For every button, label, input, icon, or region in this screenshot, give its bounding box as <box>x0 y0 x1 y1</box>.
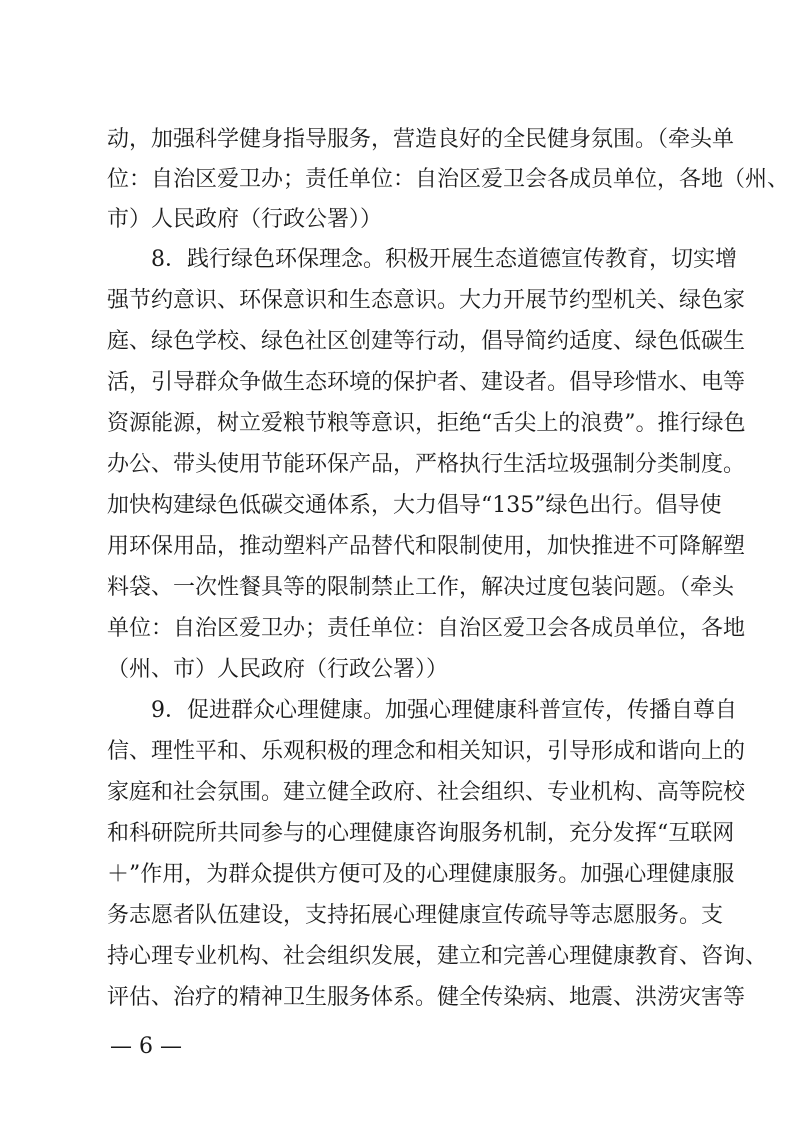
text-line: 和科研院所共同参与的心理健康咨询服务机制，充分发挥“互联网 <box>107 821 735 846</box>
text-line: 位：自治区爱卫办；责任单位：自治区爱卫会各成员单位，各地（州、 <box>107 167 790 192</box>
paragraph-9-first-line: 9．促进群众心理健康。加强心理健康科普宣传，传播自尊自 <box>151 698 737 723</box>
text-line: 用环保用品，推动塑料产品替代和限制使用，加快推进不可降解塑 <box>107 534 746 559</box>
text-line: 单位：自治区爱卫办；责任单位：自治区爱卫会各成员单位，各地 <box>107 616 746 641</box>
text-line: 市）人民政府（行政公署）） <box>107 207 383 232</box>
page-number: — 6 — <box>110 1034 182 1059</box>
text-line: 信、理性平和、乐观积极的理念和相关知识，引导形成和谐向上的 <box>107 739 746 764</box>
text-line: 持心理专业机构、社会组织发展，建立和完善心理健康教育、咨询、 <box>107 944 768 969</box>
paragraph-8-first-line: 8．践行绿色环保理念。积极开展生态道德宣传教育，切实增 <box>151 247 737 272</box>
text-line: 动，加强科学健身指导服务，营造良好的全民健身氛围。（牵头单 <box>107 127 735 152</box>
text-line: （州、市）人民政府（行政公署）） <box>107 657 449 682</box>
text-line: 料袋、一次性餐具等的限制禁止工作，解决过度包装问题。（牵头 <box>107 575 735 600</box>
text-line: 庭、绿色学校、绿色社区创建等行动，倡导简约适度、绿色低碳生 <box>107 329 746 354</box>
text-line: 活，引导群众争做生态环境的保护者、建设者。倡导珍惜水、电等 <box>107 370 746 395</box>
text-line: 加快构建绿色低碳交通体系，大力倡导“135”绿色出行。倡导使 <box>107 493 722 518</box>
text-line: 强节约意识、环保意识和生态意识。大力开展节约型机关、绿色家 <box>107 288 746 313</box>
text-line: 家庭和社会氛围。建立健全政府、社会组织、专业机构、高等院校 <box>107 780 746 805</box>
text-line: ＋”作用，为群众提供方便可及的心理健康服务。加强心理健康服 <box>107 862 735 887</box>
text-line: 资源能源，树立爱粮节粮等意识，拒绝“舌尖上的浪费”。推行绿色 <box>107 411 746 436</box>
text-line: 务志愿者队伍建设，支持拓展心理健康宣传疏导等志愿服务。支 <box>107 903 724 928</box>
text-line: 评估、治疗的精神卫生服务体系。健全传染病、地震、洪涝灾害等 <box>107 985 746 1010</box>
text-line: 办公、带头使用节能环保产品，严格执行生活垃圾强制分类制度。 <box>107 452 746 477</box>
